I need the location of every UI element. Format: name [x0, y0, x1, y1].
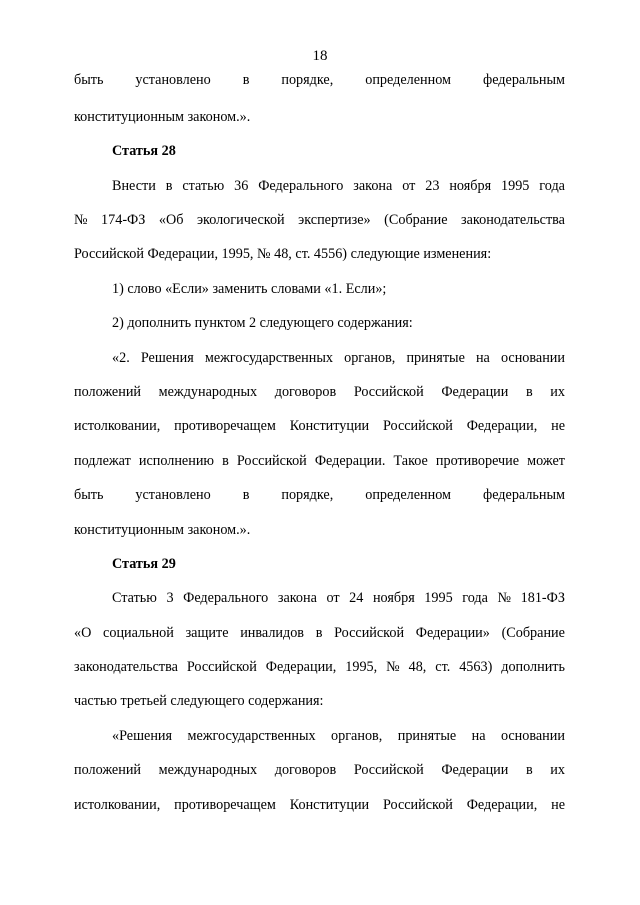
- word: порядке,: [281, 487, 334, 503]
- text-line: [74, 761, 565, 779]
- word: 1995: [501, 178, 530, 194]
- word: Такое: [393, 453, 428, 469]
- word: принятые: [397, 728, 457, 744]
- word: инвалидов: [240, 625, 305, 641]
- word: законодательства: [74, 659, 178, 675]
- word: может: [527, 453, 565, 469]
- page-number: 18: [312, 48, 328, 64]
- word: международных: [158, 384, 258, 400]
- word: в: [242, 72, 250, 88]
- word: принятые: [406, 350, 465, 366]
- word: Конституции: [289, 418, 370, 434]
- word: Федерации.: [314, 453, 386, 469]
- word: законодательства: [461, 212, 565, 228]
- word: Федерального: [183, 590, 269, 606]
- article-heading: Статья 29: [112, 556, 176, 572]
- word: «О: [74, 625, 92, 641]
- word: ст.: [435, 659, 451, 675]
- word: (Собрание: [501, 625, 565, 641]
- word: определенном: [365, 72, 452, 88]
- word: противоречащем: [174, 418, 276, 434]
- word: защите: [185, 625, 229, 641]
- word: «Решения: [112, 728, 173, 744]
- word: статью: [182, 178, 225, 194]
- word: Конституции: [289, 797, 370, 813]
- word: основании: [500, 350, 565, 366]
- word: органов,: [344, 350, 396, 366]
- word: определенном: [365, 487, 452, 503]
- word: договоров: [274, 384, 337, 400]
- text-line: конституционным законом.».: [74, 109, 251, 125]
- text-line: [112, 177, 565, 195]
- word: в: [525, 384, 533, 400]
- word: года: [539, 178, 565, 194]
- text-line: [74, 658, 565, 676]
- word: не: [551, 418, 565, 434]
- word: 181-ФЗ: [520, 590, 565, 606]
- word: №: [497, 590, 512, 606]
- word: 24: [349, 590, 364, 606]
- word: Российской: [353, 762, 424, 778]
- word: Российской: [382, 418, 453, 434]
- word: органов,: [331, 728, 383, 744]
- word: подлежат: [74, 453, 131, 469]
- word: не: [551, 797, 565, 813]
- word: экологической: [196, 212, 285, 228]
- word: 1995: [424, 590, 453, 606]
- word: исполнению: [138, 453, 215, 469]
- word: Статью: [112, 590, 157, 606]
- word: федеральным: [483, 72, 565, 88]
- text-line: Российской Федерации, 1995, № 48, ст. 4556) следующие изменения:: [74, 246, 492, 262]
- word: в: [242, 487, 250, 503]
- word: в: [222, 453, 229, 469]
- word: от: [402, 178, 416, 194]
- text-line: [112, 589, 565, 607]
- article-heading: Статья 28: [112, 143, 176, 159]
- word: от: [326, 590, 340, 606]
- word: года: [462, 590, 488, 606]
- word: 3: [166, 590, 174, 606]
- text-line: [74, 624, 565, 642]
- word: порядке,: [281, 72, 334, 88]
- text-line: [74, 383, 565, 401]
- word: на: [475, 350, 490, 366]
- text-line: [112, 727, 565, 745]
- word: экспертизе»: [298, 212, 371, 228]
- word: 174-ФЗ: [101, 212, 146, 228]
- word: положений: [74, 762, 142, 778]
- word: 23: [425, 178, 440, 194]
- word: договоров: [274, 762, 337, 778]
- word: 48,: [408, 659, 427, 675]
- word: федеральным: [483, 487, 565, 503]
- word: истолковании,: [74, 797, 161, 813]
- word: положений: [74, 384, 142, 400]
- text-line: конституционным законом.».: [74, 522, 251, 538]
- word: межгосударственных: [204, 350, 333, 366]
- word: противоречащем: [174, 797, 276, 813]
- text-line: [74, 796, 565, 814]
- word: Федерации,: [265, 659, 337, 675]
- text-line: [112, 349, 565, 367]
- word: Федерации,: [466, 797, 538, 813]
- word: Федерации: [441, 384, 509, 400]
- word: на: [471, 728, 486, 744]
- word: истолковании,: [74, 418, 161, 434]
- word: Решения: [140, 350, 194, 366]
- word: международных: [158, 762, 258, 778]
- word: социальной: [103, 625, 174, 641]
- word: в: [315, 625, 323, 641]
- word: ноября: [372, 590, 415, 606]
- word: основании: [500, 728, 565, 744]
- word: в: [525, 762, 533, 778]
- word: Российской: [186, 659, 257, 675]
- word: установлено: [135, 487, 211, 503]
- text-line: [74, 417, 565, 435]
- word: их: [550, 384, 565, 400]
- text-line: частью третьей следующего содержания:: [74, 693, 324, 709]
- word: №: [386, 659, 400, 675]
- word: «Об: [158, 212, 184, 228]
- word: 1995,: [345, 659, 378, 675]
- text-line: [74, 71, 565, 89]
- word: Внести: [112, 178, 156, 194]
- word: быть: [74, 72, 104, 88]
- word: Российской: [382, 797, 453, 813]
- word: Российской: [236, 453, 307, 469]
- word: закона: [353, 178, 393, 194]
- word: Федерального: [258, 178, 344, 194]
- word: их: [550, 762, 565, 778]
- word: закона: [277, 590, 317, 606]
- word: межгосударственных: [187, 728, 316, 744]
- word: противоречие: [435, 453, 520, 469]
- word: дополнить: [501, 659, 565, 675]
- word: ноября: [449, 178, 492, 194]
- word: Федерации: [441, 762, 509, 778]
- word: 4563): [459, 659, 493, 675]
- text-line: [74, 486, 565, 504]
- word: Российской: [334, 625, 405, 641]
- word: быть: [74, 487, 104, 503]
- word: 36: [234, 178, 249, 194]
- text-line: [74, 452, 565, 470]
- text-line: 2) дополнить пунктом 2 следующего содержания:: [112, 315, 413, 331]
- text-line: [74, 211, 565, 229]
- word: Федерации»: [415, 625, 490, 641]
- word: (Собрание: [384, 212, 448, 228]
- word: Российской: [353, 384, 424, 400]
- word: Федерации,: [466, 418, 538, 434]
- word: в: [165, 178, 173, 194]
- word: установлено: [135, 72, 211, 88]
- text-line: 1) слово «Если» заменить словами «1. Если»;: [112, 281, 387, 297]
- word: №: [74, 212, 88, 228]
- word: «2.: [112, 350, 130, 366]
